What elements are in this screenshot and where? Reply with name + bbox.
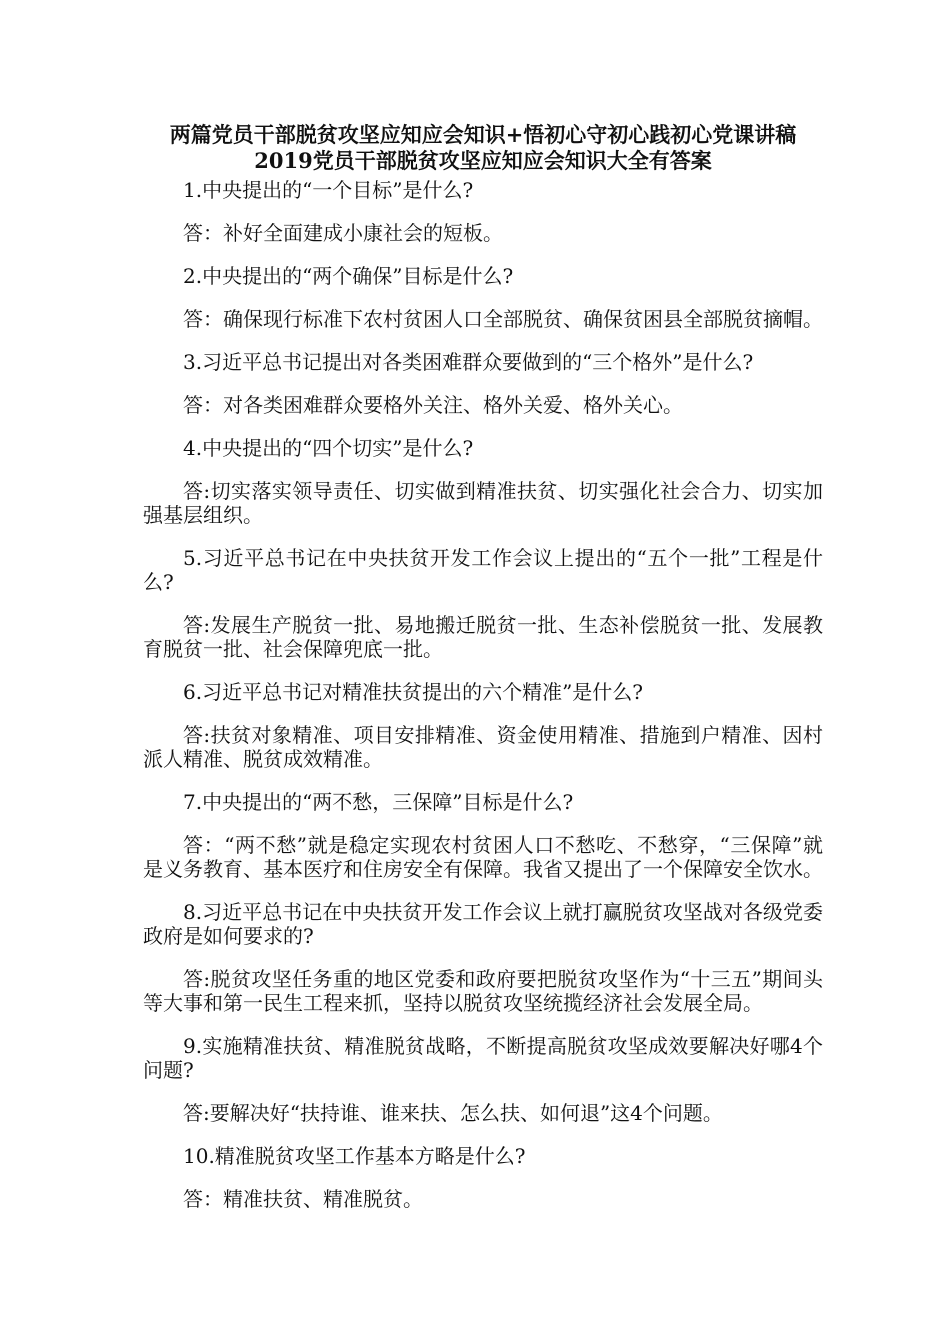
question-2: 2.中央提出的“两个确保”目标是什么? <box>183 264 514 288</box>
answer-10: 答：精准扶贫、精准脱贫。 <box>183 1187 423 1211</box>
answer-8: 答:脱贫攻坚任务重的地区党委和政府要把脱贫攻坚作为“十三五”期间头等大事和第一民生工程来抓，坚持以脱贫攻坚统揽经济社会发展全局。 <box>143 967 823 1015</box>
answer-2: 答：确保现行标准下农村贫困人口全部脱贫、确保贫困县全部脱贫摘帽。 <box>183 307 823 331</box>
answer-1: 答：补好全面建成小康社会的短板。 <box>183 221 503 245</box>
question-7: 7.中央提出的“两不愁，三保障”目标是什么? <box>183 790 574 814</box>
answer-6: 答:扶贫对象精准、项目安排精准、资金使用精准、措施到户精准、因村派人精准、脱贫成效精准。 <box>143 723 823 771</box>
answer-4: 答:切实落实领导责任、切实做到精准扶贫、切实强化社会合力、切实加强基层组织。 <box>143 479 823 527</box>
question-4: 4.中央提出的“四个切实”是什么? <box>183 436 474 460</box>
answer-3: 答：对各类困难群众要格外关注、格外关爱、格外关心。 <box>183 393 683 417</box>
question-3: 3.习近平总书记提出对各类困难群众要做到的“三个格外”是什么? <box>183 350 754 374</box>
document-page <box>143 122 823 1230</box>
question-6: 6.习近平总书记对精准扶贫提出的六个精准”是什么? <box>183 680 644 704</box>
document-body <box>143 178 823 1211</box>
title-line-2: 2019党员干部脱贫攻坚应知应会知识大全有答案 <box>254 148 712 173</box>
answer-9: 答:要解决好“扶持谁、谁来扶、怎么扶、如何退”这4个问题。 <box>183 1101 723 1125</box>
question-9: 9.实施精准扶贫、精准脱贫战略，不断提高脱贫攻坚成效要解决好哪4个问题? <box>143 1034 823 1082</box>
answer-7: 答：“两不愁”就是稳定实现农村贫困人口不愁吃、不愁穿，“三保障”就是义务教育、基本医疗和住房安全有保障。我省又提出了一个保障安全饮水。 <box>143 833 823 881</box>
document-title <box>143 122 823 174</box>
question-1: 1.中央提出的“一个目标”是什么? <box>183 178 474 202</box>
question-8: 8.习近平总书记在中央扶贫开发工作会议上就打赢脱贫攻坚战对各级党委政府是如何要求的? <box>143 900 823 948</box>
question-10: 10.精准脱贫攻坚工作基本方略是什么? <box>183 1144 526 1168</box>
title-line-1: 两篇党员干部脱贫攻坚应知应会知识+悟初心守初心践初心党课讲稿 <box>169 122 797 147</box>
question-5: 5.习近平总书记在中央扶贫开发工作会议上提出的“五个一批”工程是什么? <box>143 546 823 594</box>
answer-5: 答:发展生产脱贫一批、易地搬迁脱贫一批、生态补偿脱贫一批、发展教育脱贫一批、社会保障兜底一批。 <box>143 613 823 661</box>
